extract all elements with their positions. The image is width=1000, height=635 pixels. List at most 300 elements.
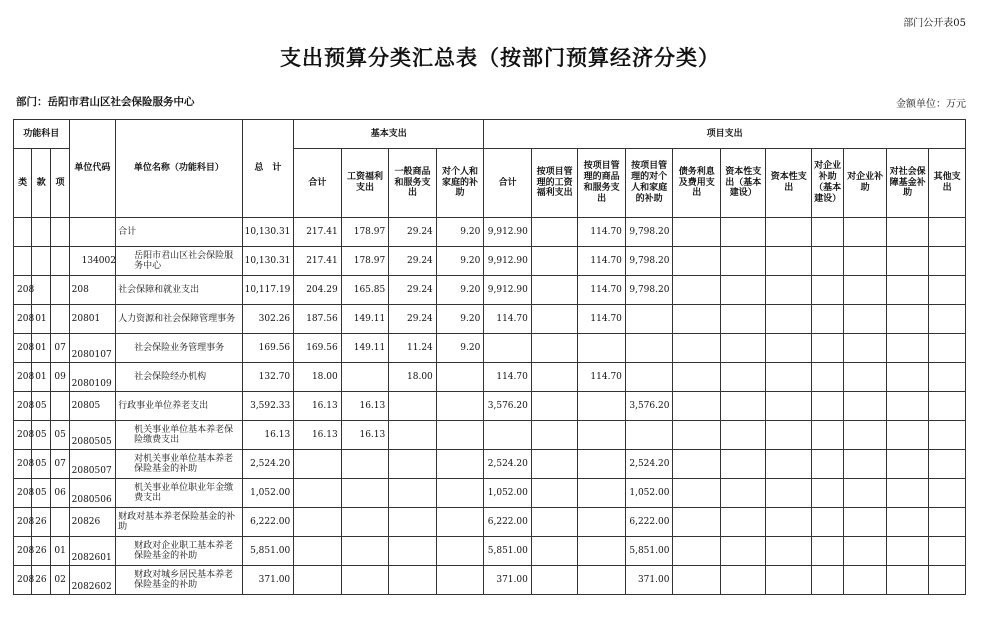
cell-empty — [766, 334, 812, 363]
cell-project-individual: 1,052.00 — [625, 479, 673, 508]
cell-empty — [812, 450, 844, 479]
cell-project-sum: 114.70 — [484, 363, 532, 392]
cell-xiang — [51, 218, 69, 247]
header-basic-col: 合计 — [294, 149, 342, 218]
cell-unit-code — [69, 218, 116, 247]
cell-basic-wage: 178.97 — [341, 247, 389, 276]
cell-project-goods — [578, 421, 626, 450]
cell-empty — [720, 247, 766, 276]
cell-kuan: 26 — [32, 508, 51, 537]
header-project-col: 合计 — [484, 149, 532, 218]
cell-empty — [844, 566, 886, 595]
cell-basic-sum — [294, 508, 342, 537]
cell-empty — [929, 334, 966, 363]
cell-basic-sum: 18.00 — [294, 363, 342, 392]
cell-empty — [812, 421, 844, 450]
table-row — [14, 479, 966, 508]
cell-project-goods — [578, 334, 626, 363]
cell-empty — [766, 276, 812, 305]
cell-empty — [886, 421, 928, 450]
cell-empty — [812, 276, 844, 305]
cell-basic-sum — [294, 479, 342, 508]
cell-basic-wage: 149.11 — [341, 305, 389, 334]
cell-basic-goods — [389, 450, 437, 479]
cell-kuan: 26 — [32, 537, 51, 566]
cell-unit-name: 社会保障和就业支出 — [116, 276, 242, 305]
cell-empty — [766, 450, 812, 479]
cell-project-individual — [625, 421, 673, 450]
cell-empty — [720, 479, 766, 508]
cell-empty — [844, 537, 886, 566]
cell-empty — [886, 247, 928, 276]
cell-empty — [720, 334, 766, 363]
cell-empty — [812, 305, 844, 334]
cell-project-individual: 3,576.20 — [625, 392, 673, 421]
cell-basic-wage — [341, 537, 389, 566]
cell-kuan — [32, 247, 51, 276]
table-row — [14, 218, 966, 247]
cell-unit-name: 财政对城乡居民基本养老保险基金的补助 — [116, 566, 242, 595]
cell-lei: 208 — [14, 276, 32, 305]
cell-basic-goods: 29.24 — [389, 218, 437, 247]
cell-xiang: 01 — [51, 537, 69, 566]
department-label: 部门：岳阳市君山区社会保险服务中心 — [16, 96, 195, 108]
cell-empty — [673, 247, 721, 276]
cell-basic-sum: 217.41 — [294, 247, 342, 276]
cell-kuan: 01 — [32, 334, 51, 363]
cell-project-goods: 114.70 — [578, 305, 626, 334]
cell-project-sum: 371.00 — [484, 566, 532, 595]
cell-project-sum: 1,052.00 — [484, 479, 532, 508]
cell-empty — [929, 305, 966, 334]
cell-empty — [886, 276, 928, 305]
cell-unit-code: 2080506 — [69, 479, 116, 508]
cell-unit-code: 2080109 — [69, 363, 116, 392]
cell-basic-individual: 9.20 — [436, 247, 484, 276]
cell-project-wage — [531, 334, 578, 363]
cell-basic-wage: 178.97 — [341, 218, 389, 247]
cell-basic-goods — [389, 479, 437, 508]
table-row — [14, 305, 966, 334]
cell-kuan — [32, 276, 51, 305]
cell-empty — [766, 479, 812, 508]
cell-project-sum: 6,222.00 — [484, 508, 532, 537]
cell-kuan: 01 — [32, 363, 51, 392]
cell-project-goods — [578, 392, 626, 421]
cell-empty — [720, 537, 766, 566]
cell-project-individual: 371.00 — [625, 566, 673, 595]
cell-xiang — [51, 508, 69, 537]
cell-total: 16.13 — [242, 421, 294, 450]
cell-empty — [720, 305, 766, 334]
cell-basic-sum: 187.56 — [294, 305, 342, 334]
cell-lei: 208 — [14, 392, 32, 421]
cell-empty — [766, 305, 812, 334]
cell-empty — [844, 508, 886, 537]
amount-unit-label: 金额单位：万元 — [896, 99, 966, 110]
cell-total: 10,130.31 — [242, 218, 294, 247]
cell-empty — [720, 218, 766, 247]
cell-basic-goods — [389, 508, 437, 537]
cell-basic-sum: 16.13 — [294, 421, 342, 450]
header-basic-expenditure: 基本支出 — [294, 120, 484, 149]
cell-unit-name: 社会保险经办机构 — [116, 363, 242, 392]
cell-basic-goods — [389, 392, 437, 421]
cell-kuan: 05 — [32, 450, 51, 479]
cell-project-sum: 114.70 — [484, 305, 532, 334]
cell-lei: 208 — [14, 450, 32, 479]
cell-kuan: 01 — [32, 305, 51, 334]
cell-unit-code: 2080507 — [69, 450, 116, 479]
cell-empty — [929, 479, 966, 508]
cell-total: 2,524.20 — [242, 450, 294, 479]
cell-project-individual: 2,524.20 — [625, 450, 673, 479]
header-project-col: 债务利息及费用支出 — [673, 149, 721, 218]
form-number: 部门公开表05 — [903, 18, 966, 29]
cell-unit-name: 对机关事业单位基本养老保险基金的补助 — [116, 450, 242, 479]
cell-empty — [886, 305, 928, 334]
cell-basic-sum: 16.13 — [294, 392, 342, 421]
table-row — [14, 247, 966, 276]
cell-total: 10,117.19 — [242, 276, 294, 305]
cell-empty — [673, 305, 721, 334]
table-row — [14, 450, 966, 479]
cell-project-sum — [484, 334, 532, 363]
table-row — [14, 508, 966, 537]
table-row — [14, 566, 966, 595]
cell-lei: 208 — [14, 421, 32, 450]
cell-xiang: 07 — [51, 450, 69, 479]
cell-empty — [720, 566, 766, 595]
cell-basic-wage — [341, 450, 389, 479]
cell-lei: 208 — [14, 363, 32, 392]
cell-basic-wage — [341, 508, 389, 537]
cell-basic-individual — [436, 450, 484, 479]
cell-empty — [844, 276, 886, 305]
cell-basic-individual — [436, 392, 484, 421]
cell-total: 371.00 — [242, 566, 294, 595]
header-project-expenditure: 项目支出 — [484, 120, 966, 149]
cell-basic-wage: 165.85 — [341, 276, 389, 305]
cell-empty — [844, 363, 886, 392]
cell-basic-wage: 16.13 — [341, 392, 389, 421]
page-title: 支出预算分类汇总表（按部门预算经济分类） — [280, 45, 720, 70]
cell-project-wage — [531, 450, 578, 479]
cell-project-wage — [531, 537, 578, 566]
cell-empty — [673, 392, 721, 421]
header-project-col: 对社会保障基金补助 — [886, 149, 928, 218]
cell-project-goods: 114.70 — [578, 276, 626, 305]
cell-empty — [929, 276, 966, 305]
cell-unit-code: 134002 — [69, 247, 116, 276]
cell-empty — [844, 247, 886, 276]
cell-unit-code: 208 — [69, 276, 116, 305]
cell-empty — [844, 421, 886, 450]
cell-empty — [886, 508, 928, 537]
cell-basic-individual — [436, 421, 484, 450]
cell-kuan: 05 — [32, 479, 51, 508]
cell-empty — [844, 392, 886, 421]
cell-project-goods — [578, 537, 626, 566]
cell-lei: 208 — [14, 334, 32, 363]
cell-empty — [766, 247, 812, 276]
cell-project-sum — [484, 421, 532, 450]
cell-basic-goods: 29.24 — [389, 247, 437, 276]
cell-xiang — [51, 305, 69, 334]
cell-empty — [673, 421, 721, 450]
cell-empty — [673, 334, 721, 363]
cell-basic-sum: 169.56 — [294, 334, 342, 363]
cell-xiang — [51, 247, 69, 276]
header-xiang: 项 — [51, 149, 69, 218]
expenditure-table — [13, 119, 966, 595]
cell-empty — [673, 479, 721, 508]
header-unit-code: 单位代码 — [69, 120, 116, 218]
cell-basic-wage — [341, 566, 389, 595]
cell-basic-individual — [436, 537, 484, 566]
cell-empty — [766, 392, 812, 421]
cell-project-goods — [578, 479, 626, 508]
cell-empty — [929, 421, 966, 450]
cell-project-goods — [578, 450, 626, 479]
cell-unit-code: 20805 — [69, 392, 116, 421]
cell-empty — [673, 363, 721, 392]
cell-empty — [812, 363, 844, 392]
cell-empty — [673, 450, 721, 479]
cell-total: 5,851.00 — [242, 537, 294, 566]
cell-empty — [844, 218, 886, 247]
cell-empty — [812, 334, 844, 363]
cell-basic-sum: 217.41 — [294, 218, 342, 247]
cell-basic-wage — [341, 363, 389, 392]
cell-lei: 208 — [14, 479, 32, 508]
header-kuan: 款 — [32, 149, 51, 218]
cell-project-wage — [531, 247, 578, 276]
cell-empty — [812, 247, 844, 276]
cell-unit-name: 人力资源和社会保障管理事务 — [116, 305, 242, 334]
cell-empty — [766, 421, 812, 450]
cell-empty — [929, 392, 966, 421]
cell-total: 302.26 — [242, 305, 294, 334]
cell-total: 3,592.33 — [242, 392, 294, 421]
cell-empty — [720, 508, 766, 537]
cell-project-individual — [625, 363, 673, 392]
cell-project-wage — [531, 566, 578, 595]
cell-total: 1,052.00 — [242, 479, 294, 508]
table-body — [14, 218, 966, 595]
cell-basic-goods — [389, 537, 437, 566]
cell-empty — [766, 508, 812, 537]
table-row — [14, 537, 966, 566]
cell-basic-individual — [436, 363, 484, 392]
cell-project-goods — [578, 508, 626, 537]
cell-project-sum: 9,912.90 — [484, 247, 532, 276]
cell-project-individual: 9,798.20 — [625, 276, 673, 305]
cell-project-wage — [531, 421, 578, 450]
cell-lei — [14, 247, 32, 276]
cell-xiang: 09 — [51, 363, 69, 392]
cell-lei — [14, 218, 32, 247]
cell-empty — [812, 479, 844, 508]
cell-empty — [886, 363, 928, 392]
cell-empty — [929, 537, 966, 566]
table-row — [14, 421, 966, 450]
table-row — [14, 392, 966, 421]
cell-empty — [812, 537, 844, 566]
cell-basic-wage: 149.11 — [341, 334, 389, 363]
cell-empty — [929, 508, 966, 537]
cell-empty — [812, 392, 844, 421]
cell-unit-name: 合计 — [116, 218, 242, 247]
header-lei: 类 — [14, 149, 32, 218]
cell-empty — [844, 450, 886, 479]
cell-lei: 208 — [14, 508, 32, 537]
cell-basic-individual — [436, 479, 484, 508]
header-project-col: 按项目管理的商品和服务支出 — [578, 149, 626, 218]
cell-unit-code: 20801 — [69, 305, 116, 334]
table-row — [14, 276, 966, 305]
cell-empty — [720, 392, 766, 421]
cell-empty — [812, 218, 844, 247]
cell-xiang: 02 — [51, 566, 69, 595]
header-project-col: 其他支出 — [929, 149, 966, 218]
header-project-col: 资本性支出（基本建设） — [720, 149, 766, 218]
header-project-col: 资本性支出 — [766, 149, 812, 218]
cell-total: 6,222.00 — [242, 508, 294, 537]
cell-empty — [766, 566, 812, 595]
cell-basic-sum — [294, 566, 342, 595]
cell-project-sum: 5,851.00 — [484, 537, 532, 566]
cell-empty — [673, 566, 721, 595]
cell-basic-individual — [436, 508, 484, 537]
cell-unit-code: 2080107 — [69, 334, 116, 363]
cell-project-sum: 2,524.20 — [484, 450, 532, 479]
header-unit-name: 单位名称（功能科目） — [116, 120, 242, 218]
cell-project-goods: 114.70 — [578, 247, 626, 276]
cell-project-wage — [531, 508, 578, 537]
cell-empty — [673, 537, 721, 566]
cell-basic-goods — [389, 566, 437, 595]
cell-empty — [844, 334, 886, 363]
cell-unit-name: 岳阳市君山区社会保险服务中心 — [116, 247, 242, 276]
cell-basic-goods: 11.24 — [389, 334, 437, 363]
cell-xiang: 06 — [51, 479, 69, 508]
cell-empty — [886, 479, 928, 508]
cell-lei: 208 — [14, 566, 32, 595]
cell-empty — [929, 218, 966, 247]
cell-unit-code: 2082601 — [69, 537, 116, 566]
cell-total: 10,130.31 — [242, 247, 294, 276]
cell-lei: 208 — [14, 305, 32, 334]
cell-basic-individual — [436, 566, 484, 595]
cell-unit-code: 20826 — [69, 508, 116, 537]
cell-project-individual — [625, 305, 673, 334]
cell-basic-goods: 29.24 — [389, 305, 437, 334]
cell-empty — [812, 508, 844, 537]
header-basic-col: 一般商品和服务支出 — [389, 149, 437, 218]
table-row — [14, 334, 966, 363]
cell-unit-name: 行政事业单位养老支出 — [116, 392, 242, 421]
cell-empty — [886, 450, 928, 479]
cell-project-sum: 3,576.20 — [484, 392, 532, 421]
header-project-col: 对企业补助 — [844, 149, 886, 218]
cell-basic-goods: 18.00 — [389, 363, 437, 392]
cell-basic-sum — [294, 537, 342, 566]
cell-project-individual: 9,798.20 — [625, 247, 673, 276]
cell-project-sum: 9,912.90 — [484, 276, 532, 305]
cell-empty — [929, 247, 966, 276]
cell-empty — [720, 276, 766, 305]
cell-empty — [886, 537, 928, 566]
cell-basic-individual: 9.20 — [436, 218, 484, 247]
table-row — [14, 363, 966, 392]
cell-basic-individual: 9.20 — [436, 334, 484, 363]
cell-basic-wage — [341, 479, 389, 508]
cell-project-goods: 114.70 — [578, 363, 626, 392]
cell-total: 169.56 — [242, 334, 294, 363]
cell-xiang — [51, 276, 69, 305]
header-project-col: 对企业补助（基本建设） — [812, 149, 844, 218]
cell-basic-wage: 16.13 — [341, 421, 389, 450]
cell-empty — [929, 566, 966, 595]
cell-empty — [929, 450, 966, 479]
cell-empty — [886, 334, 928, 363]
cell-unit-code: 2082602 — [69, 566, 116, 595]
cell-empty — [766, 218, 812, 247]
cell-empty — [673, 276, 721, 305]
cell-kuan: 26 — [32, 566, 51, 595]
cell-project-individual: 6,222.00 — [625, 508, 673, 537]
header-basic-col: 工资福利支出 — [341, 149, 389, 218]
cell-empty — [720, 421, 766, 450]
cell-empty — [886, 218, 928, 247]
cell-empty — [720, 363, 766, 392]
cell-empty — [886, 566, 928, 595]
cell-empty — [812, 566, 844, 595]
cell-empty — [766, 537, 812, 566]
cell-empty — [766, 363, 812, 392]
header-total: 总 计 — [242, 120, 294, 218]
cell-empty — [673, 508, 721, 537]
cell-basic-sum — [294, 450, 342, 479]
cell-xiang — [51, 392, 69, 421]
cell-basic-individual: 9.20 — [436, 305, 484, 334]
cell-unit-name: 社会保险业务管理事务 — [116, 334, 242, 363]
cell-project-wage — [531, 218, 578, 247]
cell-empty — [886, 392, 928, 421]
cell-project-sum: 9,912.90 — [484, 218, 532, 247]
cell-project-wage — [531, 305, 578, 334]
cell-xiang: 05 — [51, 421, 69, 450]
cell-project-individual — [625, 334, 673, 363]
cell-project-individual: 9,798.20 — [625, 218, 673, 247]
cell-empty — [720, 450, 766, 479]
cell-lei: 208 — [14, 537, 32, 566]
cell-unit-code: 2080505 — [69, 421, 116, 450]
cell-project-wage — [531, 363, 578, 392]
cell-kuan: 05 — [32, 392, 51, 421]
cell-empty — [929, 363, 966, 392]
cell-project-wage — [531, 276, 578, 305]
cell-unit-name: 财政对基本养老保险基金的补助 — [116, 508, 242, 537]
cell-basic-sum: 204.29 — [294, 276, 342, 305]
cell-basic-goods: 29.24 — [389, 276, 437, 305]
cell-empty — [673, 218, 721, 247]
cell-empty — [844, 305, 886, 334]
header-basic-col: 对个人和家庭的补助 — [436, 149, 484, 218]
cell-unit-name: 机关事业单位职业年金缴费支出 — [116, 479, 242, 508]
cell-project-goods: 114.70 — [578, 218, 626, 247]
